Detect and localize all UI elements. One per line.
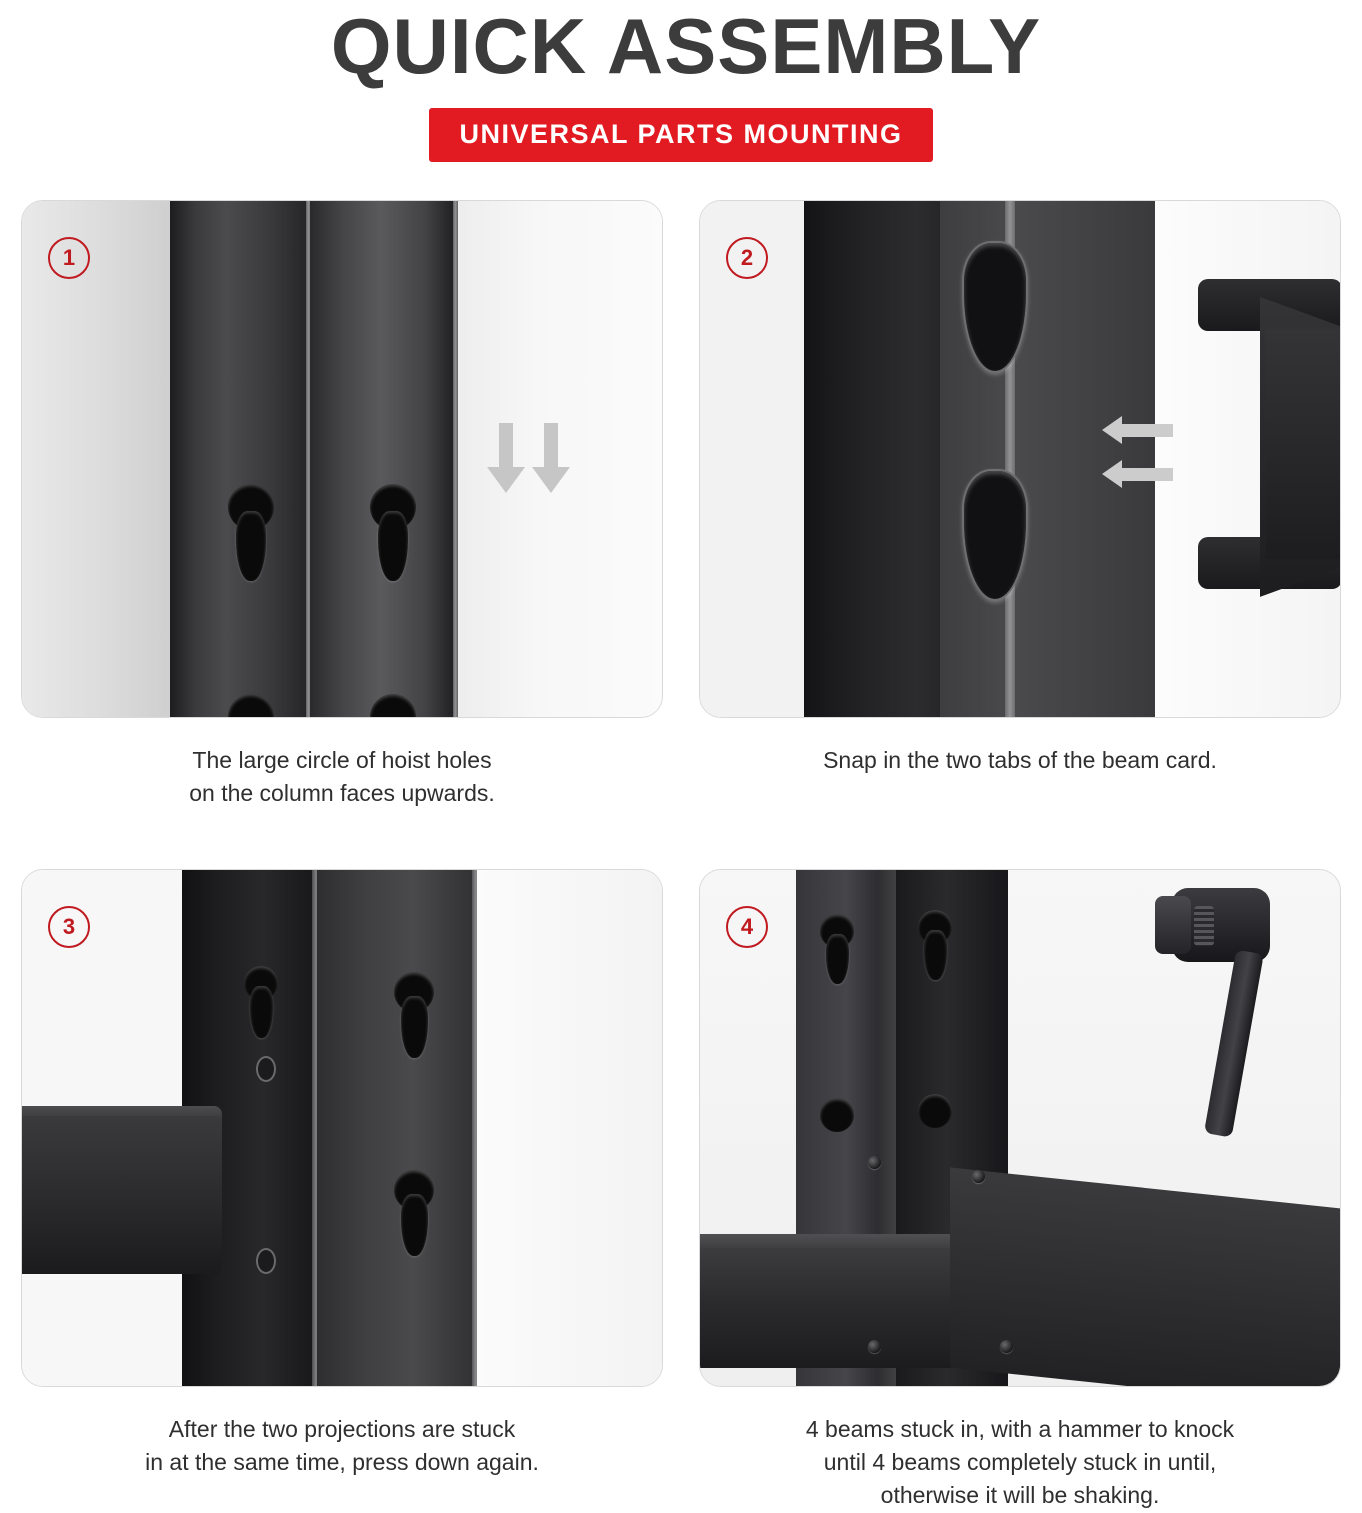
- caption-line: Snap in the two tabs of the beam card.: [823, 746, 1217, 773]
- step-badge: 4: [726, 906, 768, 948]
- hoist-hole-slot-3: [401, 1194, 428, 1256]
- hoist-hole-slot-2: [401, 996, 428, 1058]
- step-3-image: [21, 869, 663, 1387]
- hoist-hole-circle-4: [918, 1094, 952, 1128]
- step-badge: 3: [48, 906, 90, 948]
- caption-line: in at the same time, press down again.: [145, 1448, 539, 1475]
- hoist-hole-slot: [826, 934, 849, 984]
- caption-line: on the column faces upwards.: [189, 780, 495, 807]
- hammer-face: [1155, 896, 1191, 954]
- column-left: [170, 201, 310, 717]
- right-surface: [453, 201, 663, 717]
- step-4-image: [699, 869, 1341, 1387]
- step-2-image: [699, 200, 1341, 718]
- column-edge-highlight-2: [453, 201, 458, 717]
- beam-body: [22, 1116, 222, 1274]
- beam-projection-lower: [256, 1248, 276, 1274]
- column-right: [317, 870, 477, 1386]
- hammer-collar: [1194, 906, 1214, 946]
- hoist-hole-slot: [250, 986, 273, 1038]
- hoist-hole-slot: [378, 511, 408, 581]
- subtitle-badge: UNIVERSAL PARTS MOUNTING: [429, 108, 932, 162]
- hoist-hole-slot-2: [924, 930, 947, 980]
- rivet: [1000, 1340, 1013, 1353]
- caption-line: otherwise it will be shaking.: [880, 1482, 1160, 1509]
- step-4-caption: [699, 1413, 1341, 1513]
- page-title: QUICK ASSEMBLY: [330, 2, 1042, 90]
- header: [0, 0, 1362, 162]
- column-right: [310, 201, 458, 717]
- beam-projection-upper: [256, 1056, 276, 1082]
- beam-web: [1266, 329, 1341, 559]
- right-surface: [477, 870, 662, 1386]
- step-2: [699, 200, 1341, 811]
- hoist-hole-slot: [236, 511, 266, 581]
- step-2-caption: [699, 744, 1341, 777]
- left-surface: [22, 201, 170, 717]
- caption-line: 4 beams stuck in, with a hammer to knock: [805, 1415, 1235, 1442]
- caption-line: until 4 beams completely stuck in until,: [823, 1448, 1217, 1475]
- step-1: [21, 200, 663, 811]
- step-badge: 2: [726, 237, 768, 279]
- step-1-image: [21, 200, 663, 718]
- subtitle-container: [0, 108, 1362, 162]
- rivet: [868, 1156, 881, 1169]
- caption-line: The large circle of hoist holes: [192, 746, 492, 773]
- rivet: [868, 1340, 881, 1353]
- step-badge: 1: [48, 237, 90, 279]
- caption-line: After the two projections are stuck: [168, 1415, 516, 1442]
- step-4: [699, 869, 1341, 1513]
- step-3: [21, 869, 663, 1513]
- steps-grid: [0, 200, 1362, 1513]
- step-3-caption: [21, 1413, 663, 1480]
- rivet: [972, 1170, 985, 1183]
- step-1-caption: [21, 744, 663, 811]
- hoist-hole-circle-3: [820, 1098, 854, 1132]
